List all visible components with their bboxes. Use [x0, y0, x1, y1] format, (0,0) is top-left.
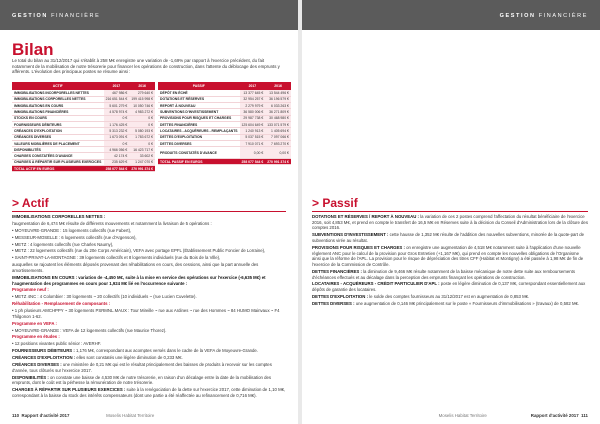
passif-row-label: DOTATIONS ET RÉSERVES	[158, 96, 240, 102]
actif-body-text	[12, 214, 286, 400]
actif-row-value: 42 174 €	[104, 153, 130, 159]
actif-row-value: 467 986 €	[104, 90, 130, 96]
body-paragraph: DETTES DIVERSES : une augmentation de 0,146 M€ principalement sur le poste « Fournisseurs d'immobilisations » (travaux) de 0,582 M€.	[312, 300, 580, 306]
org-name: Moselis Habitat Territoire	[106, 413, 155, 418]
passif-row-label: SUBVENTIONS D'INVESTISSEMENT	[158, 109, 240, 115]
actif-header-cell: 2017	[104, 82, 130, 90]
page-number: 110	[12, 413, 20, 418]
passif-row-label: PROVISIONS POUR RISQUES ET CHARGES	[158, 115, 240, 121]
body-paragraph: FOURNISSEURS DÉBITEURS : 1,176 M€, correspondant aux acomptes versés dans le cadre de la VEFA de Moyeuvre-Grande.	[12, 348, 258, 354]
body-paragraph: Programme en études :	[12, 334, 60, 340]
actif-row-label: IMMOBILISATIONS FINANCIÈRES	[12, 109, 104, 115]
passif-header-cell: 2017	[240, 82, 266, 90]
actif-row-label: VALEURS MOBILIÈRES DE PLACEMENT	[12, 140, 104, 146]
actif-row-value: 5 313 232 €	[104, 128, 130, 134]
actif-row-label: CHARGES CONSTATÉES D'AVANCE	[12, 153, 104, 159]
body-paragraph: • SAINT-PRIVAT-LA-MONTAGNE : 39 logements collectifs et 8 logements individuels (rue du Bois de la Ville),	[12, 255, 221, 261]
actif-row-label: FOURNISSEURS DÉBITEURS	[12, 121, 104, 127]
passif-row-value: 2 279 979 €	[240, 103, 266, 109]
actif-row-value: 4 578 974 €	[104, 109, 130, 115]
body-paragraph: PROVISIONS POUR RISQUES ET CHARGES : on enregistre une augmentation de 4,518 M€ notamment suite à l'application d'une nouvelle règlement ANC pour le calcul de la provision pour Gros Entretien (+1,167 M€), qui prend en compte les nouvelles obligations de l'Organisme ainsi que la réforme de l'APL. La provision pour le risque de dépréciation des titres CFF (Habitat et Montigny) a été passée à 1,98 M€ de fin de l'exercice de la Commission de Contrôle.	[312, 244, 584, 267]
report-name: Rapport d'activité 2017	[530, 413, 579, 418]
passif-row-value: 270 991 374 €	[267, 159, 289, 164]
actif-row-value: 0 €	[129, 121, 155, 127]
actif-row-label: STOCKS EN COURS	[12, 115, 104, 121]
passif-row-value: 1 240 913 €	[240, 128, 266, 134]
body-paragraph: Programme en VEFA :	[12, 320, 57, 326]
actif-row-value: 1 247 070 €	[129, 159, 155, 165]
actif-row-value: 0 €	[104, 140, 130, 146]
actif-row-value: 33 602 €	[129, 153, 155, 159]
body-paragraph: IMMOBILISATIONS EN COURS : variation de -4,450 M€, suite à la mise en service des opérations sur l'exercice (-6,635 M€) et l'augmentation des programmes en cours pour 1,924 M€ lié en l'occurrence suivante :	[12, 274, 266, 286]
body-paragraph: • MOYEUVRE-GRANDE : VEFA de 12 logements collectifs (rue Maurice Thorez).	[12, 327, 167, 333]
body-paragraph: IMMOBILISATIONS CORPORELLES NETTES :	[12, 214, 106, 219]
actif-row-value: 216 651 544 €	[104, 96, 130, 102]
actif-row-value: 235 629 €	[104, 159, 130, 165]
actif-row-value: 0 €	[129, 115, 155, 121]
actif-row-label: DISPONIBILITÉS	[12, 147, 104, 153]
passif-row-value: 6 033 263 €	[265, 103, 291, 109]
actif-row-label: CRÉANCES D'EXPLOITATION	[12, 128, 104, 134]
body-paragraph: • 12 positions vivantes public sénior : AVERHF.	[12, 341, 102, 347]
passif-row-value: 125 604 649 €	[241, 122, 264, 127]
body-paragraph: l'augmentation de 6,474 M€ résulte de différents mouvements et notamment la livraison de 5 opérations :	[12, 220, 212, 226]
actif-table	[12, 82, 155, 172]
passif-row-value: 0,00 €	[265, 147, 291, 159]
section-divider	[312, 211, 588, 212]
section-header: GESTION FINANCIÈRE	[12, 13, 101, 19]
actif-row-value: 1 783 672 €	[129, 134, 155, 140]
right-page	[302, 0, 600, 424]
section-header: GESTION FINANCIÈRE	[499, 13, 588, 19]
passif-row	[158, 159, 291, 165]
body-paragraph: DISPONIBILITÉS : on constate une baisse de 4,530 M€ de notre trésorerie, en raison d'un décalage entre la date de la mobilisation des emprunts, dont le coût est la pérhesse la rémunération de notre trésorerie.	[12, 374, 272, 386]
actif-row-value: 16 423 717 €	[129, 147, 155, 153]
body-paragraph: LOCATAIRES - ACQUÉREURS - CRÉDIT PARTICULIER D'APL : poste en légère diminution de 0,137 M€, correspondant essentiellement aux dépôts de garantie des locataires.	[312, 281, 586, 293]
body-paragraph: Réhabilitation - Remplacement de composants :	[12, 301, 111, 307]
actif-row-label: IMMOBILISATIONS INCORPORELLES NETTES	[12, 90, 104, 96]
body-paragraph: • MOYEUVRE-GRANDE : 15 logements collectifs (rue Fabert),	[12, 227, 132, 233]
actif-row-value: 4 966 056 €	[104, 147, 130, 153]
report-name: Rapport d'activité 2017	[21, 413, 70, 418]
actif-row-value: 5 080 193 €	[129, 128, 155, 134]
actif-row	[12, 166, 155, 172]
actif-row-value: 1 673 091 €	[104, 134, 130, 140]
passif-body-text	[312, 214, 588, 308]
passif-row-value: 36 271 809 €	[265, 109, 291, 115]
actif-row-value: 0 €	[129, 140, 155, 146]
actif-row-label: IMMOBILISATIONS CORPORELLES NETTES	[12, 96, 104, 102]
actif-row-value: 0 €	[104, 115, 130, 121]
actif-row-label: CRÉANCES DIVERSES	[12, 134, 104, 140]
passif-row-label: TOTAL PASSIF EN EUROS	[158, 159, 240, 165]
body-paragraph: DOTATIONS ET RÉSERVES / REPORT À NOUVEAU : la variation de ces 2 postes comprend l'affectation du résultat bénéficiaire de l'exercice 2016, soit 4,853 M€, et prend en compte le transfert de 16,5 M€ en Réserves suite à la décision du Conseil d'Administration lors de la clôture des comptes 2016.	[312, 214, 588, 231]
actif-row-value: 10 050 746 €	[129, 103, 155, 109]
passif-row-value: 32 954 257 €	[240, 96, 266, 102]
passif-row-value: 0,00 €	[240, 147, 266, 159]
actif-row-value: 5 601 279 €	[104, 103, 130, 109]
passif-row-label: PRODUITS CONSTATÉS D'AVANCE	[158, 147, 240, 159]
passif-header-cell: 2016	[265, 82, 291, 90]
actif-section-title: > Actif	[12, 196, 49, 210]
passif-row-value: 29 987 738 €	[240, 115, 266, 121]
actif-row-value: 270 991 374 €	[129, 166, 155, 172]
actif-row-value: 4 983 272 €	[129, 109, 155, 115]
passif-row-label: DETTES FINANCIÈRES	[158, 121, 240, 127]
body-paragraph: SUBVENTIONS D'INVESTISSEMENT : cette hausse de 1,352 M€ résulte de l'addition des nouvelles subventions, minorée de la quote-part de subventions virée au résultat.	[312, 232, 584, 243]
intro-paragraph: Le total du bilan au 31/12/2017 qui s'établit à 258 M€ enregistre une variation de -1,69% par rapport à l'exercice précédent, du fait notamment de la mobilisation de notre trésorerie pour financer les opérations de construction, dans l'attente du déblocage des emprunts y afférents. L'évolution des principaux postes se résume ainsi :	[12, 58, 280, 75]
passif-row-label: DETTES D'EXPLOITATION	[158, 134, 240, 140]
page-title: Bilan	[12, 40, 54, 59]
body-paragraph: CRÉANCES D'EXPLOITATION : elles sont constatés une légère diminution de 0,233 M€.	[12, 355, 183, 361]
actif-row-value: 1 176 425 €	[104, 121, 130, 127]
body-paragraph: DETTES D'EXPLOITATION : le solde des comptes fournisseurs au 31/12/2017 est en augmentation de 0,853 M€.	[312, 294, 530, 300]
passif-row-value: 7 097 066 €	[265, 134, 291, 140]
passif-row-value: 36 580 006 €	[240, 109, 266, 115]
left-page	[0, 0, 298, 424]
actif-row-value: 279 640 €	[129, 90, 155, 96]
passif-row-value: 30 468 980 €	[265, 115, 291, 121]
passif-row-value: 258 077 544 €	[241, 159, 264, 164]
passif-table	[158, 82, 291, 165]
body-paragraph: • METZ 4NC : 4 Colombier : 30 logements ~ 20 collectifs (10 individuels ~ (rue Lucien Cuvelette).	[12, 294, 197, 300]
footer	[12, 413, 154, 418]
passif-row-label: DÉPÔT EN ÉCHÉ	[158, 90, 240, 96]
body-paragraph: auxquelles se rajoutent les éléments déposés provenant des réhabilitations en cours, des cessions, ainsi que la part annuelle des amortissements.	[12, 262, 259, 273]
actif-row-value: 199 415 998 €	[129, 96, 155, 102]
section-divider	[12, 211, 286, 212]
body-paragraph: • 1 ph plusieurs AMCHPPY ~ 30 logements PSRMNL.MAUX : Tour Mireille ~ rue aux Ardines ~ rue des Hommes ~ 84 HUMO Mainvaux ~ F4 Thilgonon 1-62.	[12, 308, 280, 319]
passif-row-label: REPORT À NOUVEAU	[158, 103, 240, 109]
actif-row-label: TOTAL ACTIF EN EUROS	[12, 166, 104, 172]
passif-row-value: 7 693 270 €	[265, 140, 291, 146]
actif-header-cell: ACTIF	[12, 82, 104, 90]
page-number: 111	[581, 413, 588, 418]
passif-row	[158, 147, 291, 159]
body-paragraph: • METZ : 22 logements collectifs (rue du 20e Corps Américain), VEFA avec portage EPFL (Établissement Public Foncier de Lorraine),	[12, 248, 266, 254]
footer	[439, 413, 588, 418]
passif-row-value: 13 544 496 €	[265, 90, 291, 96]
passif-row-value: 133 071 579 €	[267, 122, 289, 127]
actif-row-value: 258 077 544 €	[104, 166, 130, 172]
passif-row-label: LOCATAIRES - ACQUÉREURS - REMPLAÇANTS	[160, 128, 238, 133]
passif-row-label: DETTES DIVERSES	[158, 140, 240, 146]
body-paragraph: • MESSEUR-MOSELLE : 6 logements collectifs (rue d'Argenson),	[12, 234, 137, 240]
body-paragraph: • METZ : 4 logements collectifs (rue Charles Naumy),	[12, 241, 114, 247]
body-paragraph: Programme neuf :	[12, 287, 49, 293]
passif-row-value: 13 377 645 €	[240, 90, 266, 96]
passif-row-value: 36 196 579 €	[265, 96, 291, 102]
actif-row-label: IMMOBILISATIONS EN COURS	[12, 103, 104, 109]
passif-header-cell: PASSIF	[158, 82, 240, 90]
passif-row-value: 7 910 071 €	[240, 140, 266, 146]
passif-row-value: 1 405 694 €	[265, 128, 291, 134]
body-paragraph: CHARGES À RÉPARTIR SUR PLUSIEURS EXERCICES : suite à la renégociation de la dette sur l'exercice 2017, cette diminution de 1,10 M€, correspondant à la baisse du stock des intérêts compensateurs (dont une partie a été réaffectée au refinancement de 0,716 M€).	[12, 387, 286, 398]
actif-row-label: CHARGES À RÉPARTIR SUR PLUSIEURS EXERCICES	[12, 159, 104, 165]
body-paragraph: DETTES FINANCIÈRES : la diminution de 9,466 M€ résulte notamment de la baisse mécanique de notre dette suite aux remboursements d'échéances effectués et au décalage dans la perception des emprunts finançant les opérations de construction.	[312, 268, 575, 280]
passif-section-title: > Passif	[312, 196, 358, 210]
passif-row-value: 5 037 515 €	[240, 134, 266, 140]
body-paragraph: CRÉANCES DIVERSES : une ministère de 0,21 M€ qui est le résultat principalement des baisses de produits à recevoir sur les comptes d'année, tous clôturés sur l'exercice 2017.	[12, 362, 272, 373]
org-name: Moselis Habitat Territoire	[438, 413, 487, 418]
actif-header-cell: 2016	[129, 82, 155, 90]
